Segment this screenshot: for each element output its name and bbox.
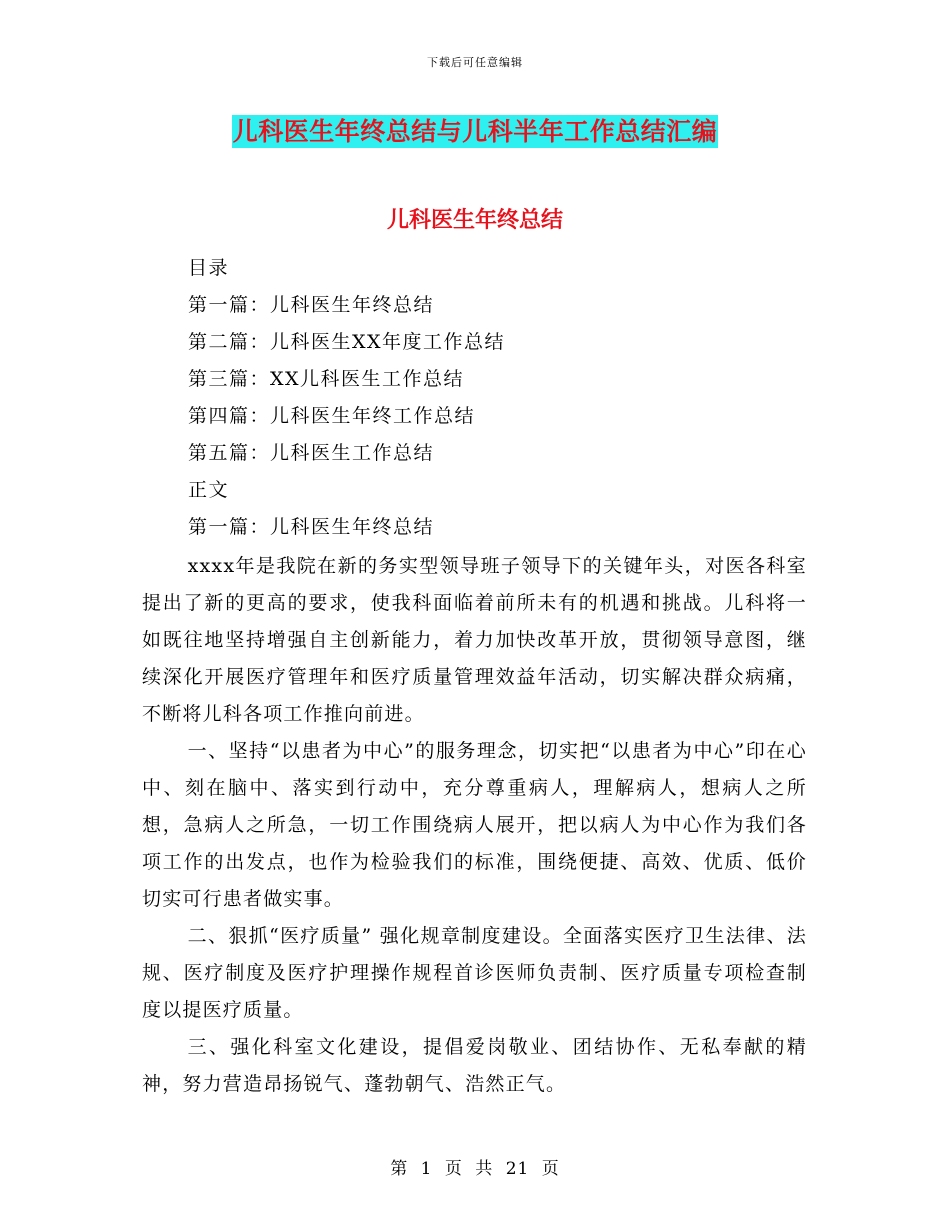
body-paragraph: 二、狠抓“医疗质量” 强化规章制度建设。全面落实医疗卫生法律、法规、医疗制度及医疗护理操作规程首诊医师负责制、医疗质量专项检查制度以提医疗质量。 [142,925,807,1021]
toc-item: 第一篇：儿科医生年终总结 [188,294,435,316]
header-note: 下载后可任意编辑 [427,56,523,69]
section-title: 儿科医生年终总结 [386,207,563,233]
toc-item: 第三篇：XX儿科医生工作总结 [188,368,465,390]
body-paragraph: 三、强化科室文化建设，提倡爱岗敬业、团结协作、无私奉献的精神，努力营造昂扬锐气、蓬勃朝气、浩然正气。 [142,1036,807,1095]
body-paragraph: 一、坚持“以患者为中心”的服务理念，切实把“以患者为中心”印在心中、刻在脑中、落实到行动中，充分尊重病人，理解病人，想病人之所想，急病人之所急，一切工作围绕病人展开，把以病人为中心作为我们各项工作的出发点，也作为检验我们的标准，围绕便捷、高效、优质、低价切实可行患者做实事。 [142,740,807,910]
body-heading: 正文 [188,479,230,501]
document-title-text: 儿科医生年终总结与儿科半年工作总结汇编 [232,117,718,146]
toc-item: 第二篇：儿科医生XX年度工作总结 [188,331,506,353]
document-title [0,112,950,148]
toc-item: 第五篇：儿科医生工作总结 [188,442,435,464]
toc-item: 第四篇：儿科医生年终工作总结 [188,405,476,427]
first-chapter-heading: 第一篇：儿科医生年终总结 [188,516,435,538]
page-footer: 第 1 页 共 21 页 [390,1159,560,1179]
table-of-contents [188,250,828,546]
body-text [142,548,807,1103]
toc-heading: 目录 [188,257,230,279]
body-paragraph: xxxx年是我院在新的务实型领导班子领导下的关键年头，对医各科室提出了新的更高的要求，使我科面临着前所未有的机遇和挑战。儿科将一如既往地坚持增强自主创新能力，着力加快改革开放，贯彻领导意图，继续深化开展医疗管理年和医疗质量管理效益年活动，切实解决群众病痛，不断将儿科各项工作推向前进。 [142,555,807,725]
